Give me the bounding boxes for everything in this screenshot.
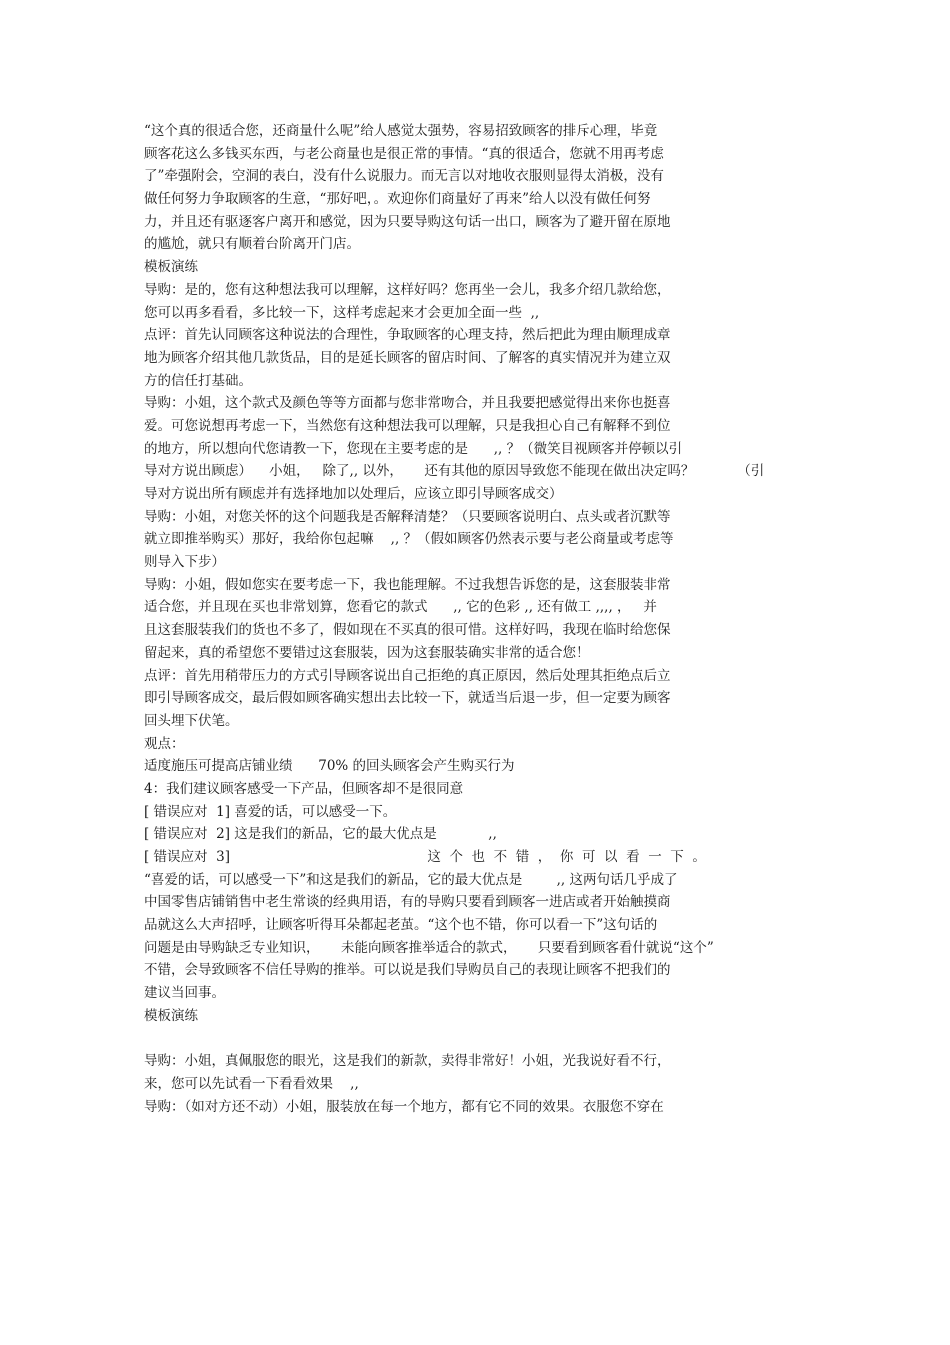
text-line: 您可以再多看看，多比较一下，这样考虑起来才会更加全面一些 ,, — [144, 304, 540, 321]
text-line: 导购：（如对方还不动）小姐，服装放在每一个地方，都有它不同的效果。衣服您不穿在 — [144, 1098, 664, 1115]
text-line: [ 错误应对 3] 这 个 也 不 错 ， 你 可 以 看 一 下 。 — [144, 849, 706, 865]
text-line: 则导入下步） — [144, 554, 225, 571]
document-body — [144, 120, 824, 1118]
text-line: 的尴尬，就只有顺着台阶离开门店。 — [144, 236, 360, 253]
text-line: 且这套服装我们的货也不多了，假如现在不买真的很可惜。这样好吗，我现在临时给您保 — [144, 622, 671, 639]
text-line: 不错，会导致顾客不信任导购的推举。可以说是我们导购员自己的表现让顾客不把我们的 — [144, 962, 671, 979]
text-line: 导购：是的，您有这种想法我可以理解，这样好吗？您再坐一会儿，我多介绍几款给您， — [144, 281, 671, 298]
text-line: 建议当回事。 — [144, 985, 225, 1002]
text-line: “喜爱的话，可以感受一下”和这是我们的新品，它的最大优点是 ,, 这两句话几乎成了 — [144, 871, 678, 888]
text-line: 来，您可以先试看一下看看效果 ,, — [144, 1075, 359, 1092]
text-line: [ 错误应对 2] 这是我们的新品，它的最大优点是 ,, — [144, 826, 497, 843]
text-line: 地为顾客介绍其他几款货品，目的是延长顾客的留店时间、了解客的真实情况并为建立双 — [144, 349, 671, 366]
text-line: 适合您，并且现在买也非常划算，您看它的款式 ,, 它的色彩 ,, 还有做工 ,,,, ， 并 — [144, 599, 657, 616]
text-line: 问题是由导购缺乏专业知识， 未能向顾客推举适合的款式， 只要看到顾客看什就说“这个” — [144, 939, 714, 956]
text-line: 导购：小姐，假如您实在要考虑一下，我也能理解。不过我想告诉您的是，这套服装非常 — [144, 576, 671, 593]
text-line: 即引导顾客成交，最后假如顾客确实想出去比较一下，就适当后退一步，但一定要为顾客 — [144, 690, 671, 707]
text-line: 力，并且还有驱逐客户离开和感觉，因为只要导购这句话一出口，顾客为了避开留在原地 — [144, 213, 671, 230]
text-line: 模板演练 — [144, 1007, 198, 1024]
text-line: 品就这么大声招呼，让顾客听得耳朵都起老茧。“这个也不错，你可以看一下”这句话的 — [144, 917, 658, 934]
text-line: 导对方说出顾虑） 小姐， 除了,, 以外， 还有其他的原因导致您不能现在做出决定吗？ （引 — [144, 463, 765, 480]
text-line: 爱。可您说想再考虑一下，当然您有这种想法我可以理解，只是我担心自己有解释不到位 — [144, 417, 671, 434]
text-line: 了”牵强附会，空洞的表白，没有什么说服力。而无言以对地收衣服则显得太消极，没有 — [144, 168, 664, 185]
text-line: 观点： — [144, 735, 185, 752]
text-line: [ 错误应对 1] 喜爱的话，可以感受一下。 — [144, 803, 397, 820]
text-line: 顾客花这么多钱买东西，与老公商量也是很正常的事情。“真的很适合，您就不用再考虑 — [144, 145, 664, 162]
text-line: “这个真的很适合您，还商量什么呢”给人感觉太强势，容易招致顾客的排斥心理，毕竟 — [144, 123, 658, 139]
text-line: 模板演练 — [144, 259, 198, 276]
text-line: 方的信任打基础。 — [144, 372, 252, 389]
text-line: 留起来，真的希望您不要错过这套服装，因为这套服装确实非常的适合您！ — [144, 644, 590, 661]
text-line: 导购：小姐，这个款式及颜色等等方面都与您非常吻合，并且我要把感觉得出来你也挺喜 — [144, 395, 671, 412]
text-line: 4：我们建议顾客感受一下产品，但顾客却不是很同意 — [144, 780, 464, 797]
text-line: 中国零售店铺销售中老生常谈的经典用语，有的导购只要看到顾客一进店或者开始触摸商 — [144, 894, 671, 911]
text-line: 点评：首先用稍带压力的方式引导顾客说出自己拒绝的真正原因，然后处理其拒绝点后立 — [144, 667, 671, 684]
text-line: 适度施压可提高店铺业绩 70% 的回头顾客会产生购买行为 — [144, 758, 515, 775]
text-line: 导购：小姐，对您关怀的这个问题我是否解释清楚？（只要顾客说明白、点头或者沉默等 — [144, 508, 671, 525]
text-line: 就立即推举购买）那好，我给你包起嘛 ,, ？（假如顾客仍然表示要与老公商量或考虑等 — [144, 531, 674, 548]
text-line: 点评：首先认同顾客这种说法的合理性，争取顾客的心理支持，然后把此为理由顺理成章 — [144, 327, 671, 344]
text-line: 的地方，所以想向代您请教一下，您现在主要考虑的是 ,, ？（微笑目视顾客并停顿以引 — [144, 440, 683, 457]
text-line: 导对方说出所有顾虑并有选择地加以处理后，应该立即引导顾客成交） — [144, 486, 563, 502]
text-line — [144, 1028, 824, 1051]
text-line: 导购：小姐，真佩服您的眼光，这是我们的新款，卖得非常好！小姐，光我说好看不行， — [144, 1053, 671, 1070]
text-line: 做任何努力争取顾客的生意，“那好吧，。欢迎你们商量好了再来”给人以没有做任何努 — [144, 191, 651, 208]
text-line: 回头埋下伏笔。 — [144, 712, 239, 729]
